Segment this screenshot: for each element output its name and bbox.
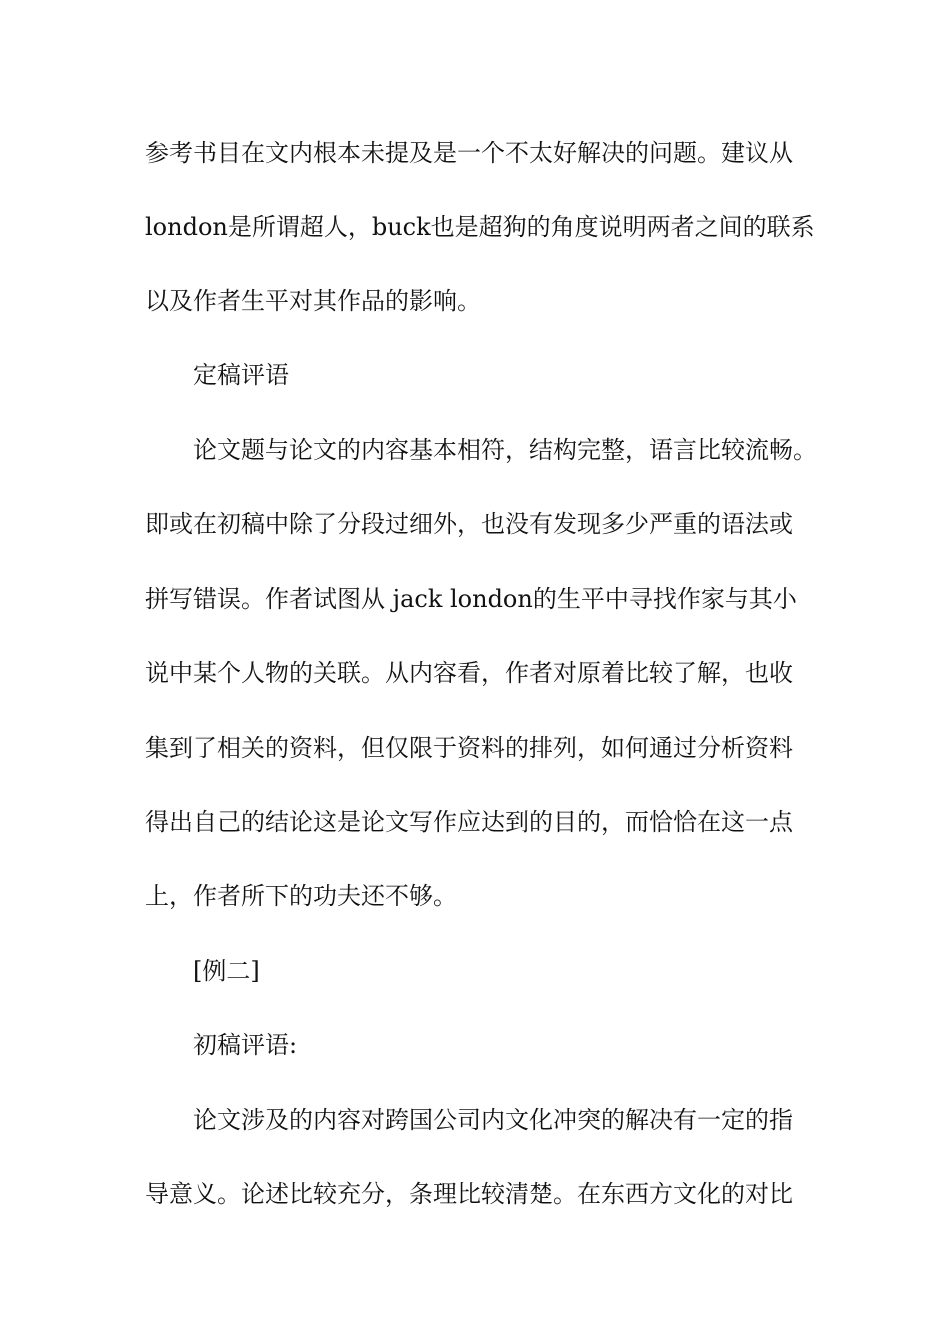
body-text-line: 上，作者所下的功夫还不够。 <box>145 882 457 910</box>
body-text-line: 即或在初稿中除了分段过细外，也没有发现多少严重的语法或 <box>145 510 793 538</box>
section-heading-draft-review: 初稿评语: <box>193 1031 298 1059</box>
body-text-line: 得出自己的结论这是论文写作应达到的目的，而恰恰在这一点 <box>145 808 793 836</box>
body-text-line: 参考书目在文内根本未提及是一个不太好解决的问题。建议从 <box>145 139 793 167</box>
example-label: [例二] <box>193 957 260 985</box>
body-text-line: 说中某个人物的关联。从内容看，作者对原着比较了解，也收 <box>145 659 793 687</box>
section-heading-final-review: 定稿评语 <box>193 361 289 389</box>
body-text-line: 以及作者生平对其作品的影响。 <box>145 287 481 315</box>
body-text-line: 拼写错误。作者试图从 jack london的生平中寻找作家与其小 <box>145 585 797 613</box>
body-text-line: 论文题与论文的内容基本相符，结构完整，语言比较流畅。 <box>193 436 817 464</box>
body-text-line: london是所谓超人，buck也是超狗的角度说明两者之间的联系 <box>145 213 815 241</box>
body-text-line: 论文涉及的内容对跨国公司内文化冲突的解决有一定的指 <box>193 1106 793 1134</box>
body-text-line: 集到了相关的资料，但仅限于资料的排列，如何通过分析资料 <box>145 734 793 762</box>
body-text-line: 导意义。论述比较充分，条理比较清楚。在东西方文化的对比 <box>145 1180 793 1208</box>
